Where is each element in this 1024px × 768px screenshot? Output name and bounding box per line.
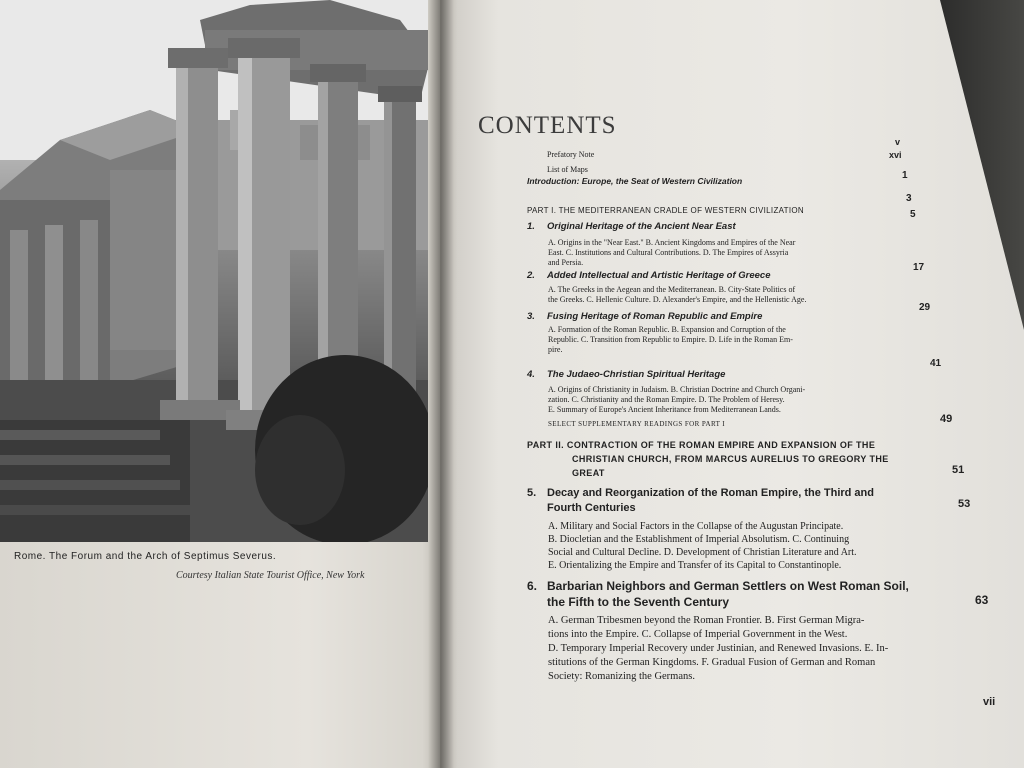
toc-chapter-1-page: 5	[910, 209, 916, 220]
photo-credit: Courtesy Italian State Tourist Office, New York	[176, 570, 365, 581]
toc-chapter-2-page: 17	[913, 262, 925, 273]
desc-line: tions into the Empire. C. Collapse of Imperial Government in the West.	[548, 629, 848, 640]
toc-list-of-maps-page: xvi	[889, 150, 902, 160]
desc-line: and Persia.	[548, 258, 584, 267]
toc-chapter-5-desc	[548, 520, 857, 572]
chapter-number: 5.	[527, 487, 537, 499]
toc-chapter-4-page: 41	[930, 358, 942, 369]
toc-part-two-page: 51	[952, 464, 965, 476]
toc-part-one: PART I. THE MEDITERRANEAN CRADLE OF WESTERN CIVILIZATION	[527, 206, 804, 215]
photo-caption: Rome. The Forum and the Arch of Septimus Severus.	[14, 551, 277, 562]
part-two-line: PART II. CONTRACTION OF THE ROMAN EMPIRE AND EXPANSION OF THE	[527, 440, 876, 450]
toc-part-one-page: 3	[906, 193, 912, 204]
chapter-title: Original Heritage of the Ancient Near East	[547, 221, 736, 232]
chapter-title: Added Intellectual and Artistic Heritage of Greece	[547, 270, 771, 281]
desc-line: stitutions of the German Kingdoms. F. Gradual Fusion of German and Roman	[548, 657, 876, 668]
toc-chapter-3-desc	[548, 325, 793, 355]
desc-line: Social and Cultural Decline. D. Development of Christian Literature and Art.	[548, 547, 857, 558]
chapter-title: The Judaeo-Christian Spiritual Heritage	[547, 369, 726, 380]
toc-chapter-2-title	[527, 270, 770, 281]
chapter-title-line: Barbarian Neighbors and German Settlers on West Roman Soil,	[547, 579, 909, 593]
toc-chapter-5-title	[527, 486, 874, 516]
toc-chapter-4-title	[527, 369, 725, 380]
chapter-number: 2.	[527, 270, 535, 281]
chapter-title-line: Fourth Centuries	[547, 502, 636, 514]
toc-select-readings-page: 49	[940, 413, 953, 425]
desc-line: A. German Tribesmen beyond the Roman Frontier. B. First German Migra-	[548, 615, 865, 626]
toc-part-two	[527, 438, 889, 480]
book-gutter	[428, 0, 454, 768]
desc-line: B. Diocletian and the Establishment of Imperial Absolutism. C. Continuing	[548, 534, 850, 545]
contents-title: CONTENTS	[478, 112, 617, 139]
desc-line: E. Summary of Europe's Ancient Inheritance from Mediterranean Lands.	[548, 405, 781, 414]
desc-line: A. The Greeks in the Aegean and the Mediterranean. B. City-State Politics of	[548, 285, 796, 294]
forum-illustration	[0, 0, 428, 542]
chapter-number: 4.	[527, 369, 535, 380]
chapter-number: 1.	[527, 221, 535, 232]
desc-line: Republic. C. Transition from Republic to Empire. D. Life in the Roman Em-	[548, 335, 793, 344]
part-two-line: CHRISTIAN CHURCH, FROM MARCUS AURELIUS TO GREGORY THE	[572, 454, 889, 464]
desc-line: the Greeks. C. Hellenic Culture. D. Alexander's Empire, and the Hellenistic Age.	[548, 295, 807, 304]
desc-line: A. Origins of Christianity in Judaism. B. Christian Doctrine and Church Organi-	[548, 385, 806, 394]
part-two-line: GREAT	[572, 468, 605, 478]
toc-chapter-1-desc	[548, 238, 795, 268]
desc-line: East. C. Institutions and Cultural Contributions. D. The Empires of Assyria	[548, 248, 789, 257]
toc-chapter-5-page: 53	[958, 498, 971, 510]
toc-chapter-1-title	[527, 221, 736, 232]
toc-prefatory-note-page: v	[895, 137, 901, 147]
chapter-title-line: the Fifth to the Seventh Century	[547, 595, 730, 609]
chapter-title: Fusing Heritage of Roman Republic and Empire	[547, 311, 763, 322]
desc-line: pire.	[548, 345, 563, 354]
toc-chapter-3-page: 29	[919, 302, 931, 313]
desc-line: Society: Romanizing the Germans.	[548, 671, 695, 682]
chapter-number: 3.	[527, 311, 535, 322]
chapter-number: 6.	[527, 579, 538, 593]
toc-chapter-6-title	[527, 578, 909, 610]
desc-line: zation. C. Christianity and the Roman Empire. D. The Problem of Heresy.	[548, 395, 785, 404]
left-page	[0, 0, 440, 768]
chapter-title-line: Decay and Reorganization of the Roman Empire, the Third and	[547, 487, 874, 499]
desc-line: A. Military and Social Factors in the Collapse of the Augustan Principate.	[548, 521, 844, 532]
toc-introduction: Introduction: Europe, the Seat of Western Civilization	[527, 176, 743, 186]
toc-introduction-page: 1	[902, 170, 908, 181]
desc-line: E. Orientalizing the Empire and Transfer of its Capital to Constantinople.	[548, 560, 842, 571]
toc-list-of-maps: List of Maps	[547, 165, 588, 174]
toc-chapter-3-title	[527, 311, 762, 322]
toc-select-readings-part-one: SELECT SUPPLEMENTARY READINGS FOR PART I	[548, 420, 726, 428]
desc-line: D. Temporary Imperial Recovery under Justinian, and Renewed Invasions. E. In-	[548, 643, 889, 654]
toc-chapter-2-desc	[548, 285, 806, 305]
toc-chapter-6-desc	[548, 614, 888, 684]
toc-chapter-4-desc	[548, 385, 805, 415]
desc-line: A. Formation of the Roman Republic. B. Expansion and Corruption of the	[548, 325, 786, 334]
toc-chapter-6-page: 63	[975, 593, 989, 607]
page-folio: vii	[983, 696, 996, 708]
toc-prefatory-note: Prefatory Note	[547, 150, 595, 159]
forum-photograph	[0, 0, 428, 542]
desc-line: A. Origins in the "Near East." B. Ancient Kingdoms and Empires of the Near	[548, 238, 796, 247]
